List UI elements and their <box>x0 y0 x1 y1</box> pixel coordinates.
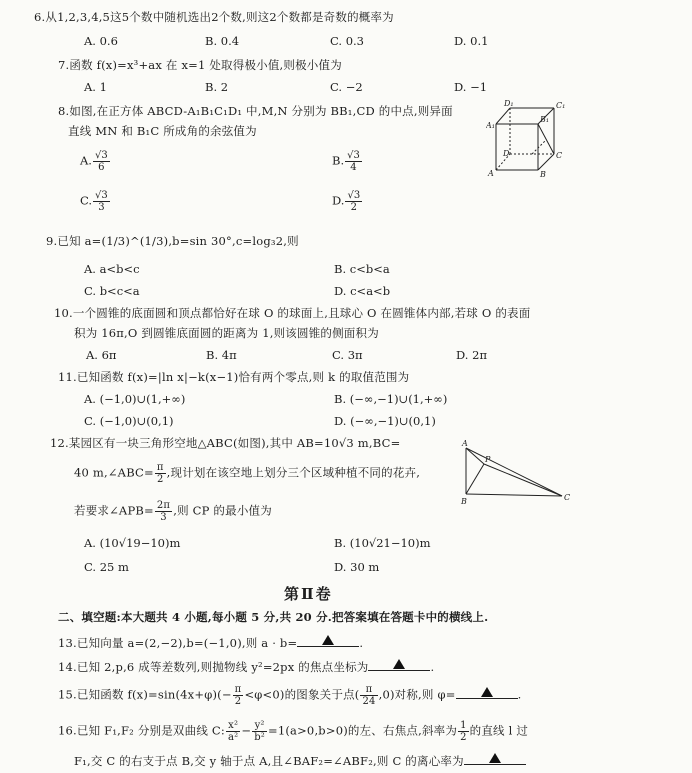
cube-label-c: C <box>556 151 563 160</box>
q10-option-d: D. 2π <box>456 348 487 362</box>
q7-stem: 7.函数 f(x)=x³+ax 在 x=1 处取得极小值,则极小值为 <box>58 58 342 72</box>
q10-stem-line1: 10.一个圆锥的底面圆和顶点都恰好在球 O 的球面上,且球心 O 在圆锥体内部,若球 O 的表面 <box>54 306 531 320</box>
q8-option-d: D. $\frac{√3}{2}$ <box>332 190 361 213</box>
q6-option-d: D. 0.1 <box>454 34 489 48</box>
q16-line2: F₁,交 C 的右支于点 B,交 y 轴于点 A,且∠BAF₂=∠ABF₂,则 C 的离心率为 <box>74 752 526 769</box>
q10-option-c: C. 3π <box>332 348 363 362</box>
q8-stem-line2: 直线 MN 和 B₁C 所成角的余弦值为 <box>68 124 257 138</box>
triangle-label-b: B <box>461 497 467 506</box>
triangle-marker-icon <box>489 753 501 763</box>
q6-stem: 6.从1,2,3,4,5这5个数中随机选出2个数,则这2个数都是奇数的概率为 <box>34 10 394 24</box>
triangle-label-p: P <box>485 455 491 464</box>
q10-stem-line2: 积为 16π,O 到圆锥底面圆的距离为 1,则该圆锥的侧面积为 <box>74 326 379 340</box>
q14-answer-blank[interactable] <box>368 658 430 671</box>
cube-label-d: D <box>503 149 510 158</box>
q8-stem-line1: 8.如图,在正方体 ABCD-A₁B₁C₁D₁ 中,M,N 分别为 BB₁,CD 的中点,则异面 <box>58 104 453 118</box>
q13-answer-blank[interactable] <box>297 634 359 647</box>
q9-option-a: A. a<b<c <box>84 262 140 276</box>
q11-option-c: C. (−1,0)∪(0,1) <box>84 414 174 428</box>
q12-stem-line3: 若要求∠APB= $\frac{2\pi}{3}$ ,则 CP 的最小值为 <box>74 500 272 523</box>
q12-option-a: A. (10√19−10)m <box>84 536 181 550</box>
q12-option-c: C. 25 m <box>84 560 129 574</box>
cube-label-a1: A₁ <box>486 121 495 130</box>
q6-option-b: B. 0.4 <box>205 34 240 48</box>
q13: 13.已知向量 a=(2,−2),b=(−1,0),则 a · b= . <box>58 636 364 650</box>
cube-label-a: A <box>488 169 494 178</box>
cube-label-b1: B₁ <box>540 115 550 124</box>
triangle-figure <box>458 440 578 506</box>
q7-option-b: B. 2 <box>205 80 229 94</box>
cube-label-d1: D₁ <box>504 99 514 108</box>
q11-option-d: D. (−∞,−1)∪(0,1) <box>334 414 436 428</box>
q6-option-a: A. 0.6 <box>84 34 118 48</box>
q8-option-a: A. $\frac{√3}{6}$ <box>80 150 108 173</box>
triangle-label-c: C <box>564 493 571 502</box>
q7-option-a: A. 1 <box>84 80 107 94</box>
cube-figure <box>486 98 572 178</box>
q9-option-c: C. b<c<a <box>84 284 140 298</box>
q15: 15.已知函数 f(x)=sin(4x+φ)(− $\frac{\pi}{2}$ <φ<0)的图象关于点( $\frac{\pi}{24}$ ,0)对称,则 φ= . <box>58 684 522 707</box>
q12-option-d: D. 30 m <box>334 560 380 574</box>
q8-option-b: B. $\frac{√3}{4}$ <box>332 150 360 173</box>
q9-option-d: D. c<a<b <box>334 284 391 298</box>
part2-title: 第Ⅱ卷 <box>284 585 333 603</box>
q12-stem-line1: 12.某园区有一块三角形空地△ABC(如图),其中 AB=10√3 m,BC= <box>50 436 401 450</box>
q16-answer-blank[interactable] <box>464 752 526 765</box>
q12-option-b: B. (10√21−10)m <box>334 536 431 550</box>
q11-stem: 11.已知函数 f(x)=|ln x|−k(x−1)恰有两个零点,则 k 的取值范围为 <box>58 370 410 384</box>
q15-answer-blank[interactable] <box>456 686 518 699</box>
q9-stem: 9.已知 a=(1/3)^(1/3),b=sin 30°,c=log₃2,则 <box>46 234 299 248</box>
q10-option-a: A. 6π <box>86 348 117 362</box>
q12-stem-line2: 40 m,∠ABC= $\frac{\pi}{2}$ ,现计划在该空地上划分三个区域种植不同的花卉, <box>74 462 421 485</box>
q8-option-c: C. $\frac{√3}{3}$ <box>80 190 108 213</box>
q16-line1: 16.已知 F₁,F₂ 分别是双曲线 C: $\frac{\text{x²}}{\text{a²}}$ − $\frac{\text{y²}}{\text{b²}}$ =1(a>0,b>0)的左、右焦点,斜率为 $\frac{1}{2}$ 的直线 l 过 <box>58 720 529 743</box>
fill-in-section-heading: 二、填空题:本大题共 4 小题,每小题 5 分,共 20 分.把答案填在答题卡中的横线上. <box>58 610 489 624</box>
q11-option-a: A. (−1,0)∪(1,+∞) <box>84 392 186 406</box>
triangle-marker-icon <box>322 635 334 645</box>
q7-option-c: C. −2 <box>330 80 363 94</box>
cube-label-b: B <box>540 170 546 178</box>
triangle-marker-icon <box>481 687 493 697</box>
q14: 14.已知 2,p,6 成等差数列,则抛物线 y²=2px 的焦点坐标为 . <box>58 660 435 674</box>
q7-option-d: D. −1 <box>454 80 488 94</box>
triangle-label-a: A <box>462 440 468 448</box>
cube-label-c1: C₁ <box>556 101 566 110</box>
q11-option-b: B. (−∞,−1)∪(1,+∞) <box>334 392 448 406</box>
q10-option-b: B. 4π <box>206 348 237 362</box>
q9-option-b: B. c<b<a <box>334 262 390 276</box>
q6-option-c: C. 0.3 <box>330 34 364 48</box>
triangle-marker-icon <box>393 659 405 669</box>
